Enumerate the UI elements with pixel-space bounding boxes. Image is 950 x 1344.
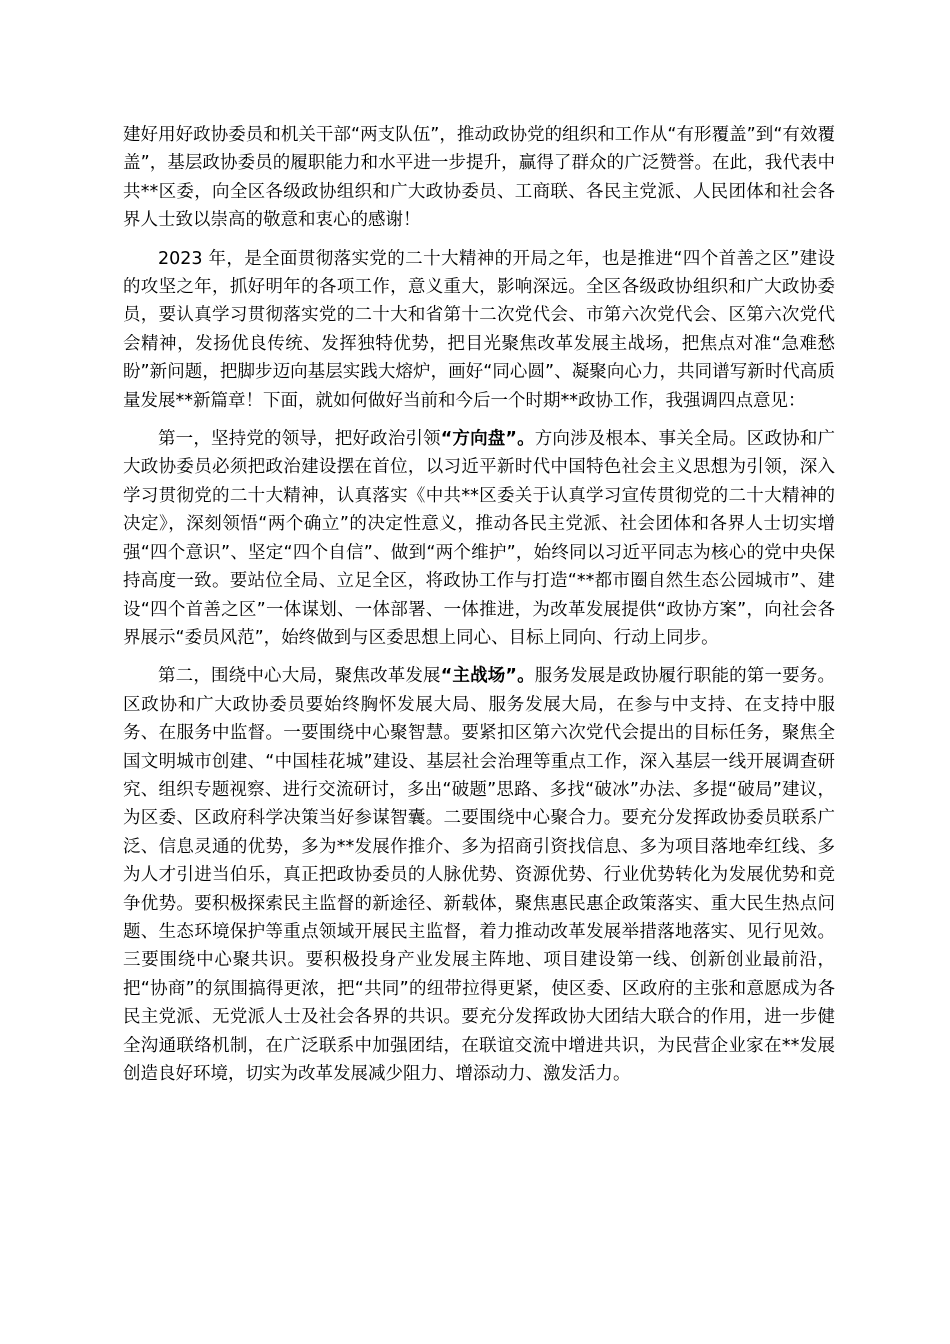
paragraph-1 (123, 121, 835, 235)
document-page (123, 121, 835, 1098)
emphasis-text: “主战场”。 (440, 666, 535, 687)
paragraph-3 (123, 425, 835, 652)
paragraph-4 (123, 662, 835, 1088)
paragraph-2 (123, 245, 835, 415)
paragraph-text: 服务发展是政协履行职能的第一要务。区政协和广大政协委员要始终胸怀发展大局、服务发展大局，在参与中支持、在支持中服务、在服务中监督。一要围绕中心聚智慧。要紧扣区第六次党代会提出的目标任务，聚焦全国文明城市创建、“中国桂花城”建设、基层社会治理等重点工作，深入基层一线开展调查研究、组织专题视察、进行交流研讨，多出“破题”思路、多找“破冰”办法、多提“破局”建议，为区委、区政府科学决策当好参谋智囊。二要围绕中心聚合力。要充分发挥政协委员联系广泛、信息灵通的优势，多为**发展作推介、多为招商引资找信息、多为项目落地牵红线、多为人才引进当伯乐，真正把政协委员的人脉优势、资源优势、行业优势转化为发展优势和竞争优势。要积极探索民主监督的新途径、新载体，聚焦惠民惠企政策落实、重大民生热点问题、生态环境保护等重点领域开展民主监督，着力推动改革发展举措落地落实、见行见效。三要围绕中心聚共识。要积极投身产业发展主阵地、项目建设第一线、创新创业最前沿，把“协商”的氛围搞得更浓，把“共同”的纽带拉得更紧，使区委、区政府的主张和意愿成为各民主党派、无党派人士及社会各界的共识。要充分发挥政协大团结大联合的作用，进一步健全沟通联络机制，在广泛联系中加强团结，在联谊交流中增进共识，为民营企业家在**发展创造良好环境，切实为改革发展减少阻力、增添动力、激发活力。 (123, 666, 835, 1084)
paragraph-text: 方向涉及根本、事关全局。区政协和广大政协委员必须把政治建设摆在首位，以习近平新时代中国特色社会主义思想为引领，深入学习贯彻党的二十大精神，认真落实《中共**区委关于认真学习宣传贯彻党的二十大精神的决定》，深刻领悟“两个确立”的决定性意义，推动各民主党派、社会团体和各界人士切实增强“四个意识”、坚定“四个自信”、做到“两个维护”，始终同以习近平同志为核心的党中央保持高度一致。要站位全局、立足全区，将政协工作与打造“**都市圈自然生态公园城市”、建设“四个首善之区”一体谋划、一体部署、一体推进，为改革发展提供“政协方案”，向社会各界展示“委员风范”，始终做到与区委思想上同心、目标上同向、行动上同步。 (123, 429, 835, 648)
paragraph-text: 建好用好政协委员和机关干部“两支队伍”，推动政协党的组织和工作从“有形覆盖”到“有效覆盖”，基层政协委员的履职能力和水平进一步提升，赢得了群众的广泛赞誉。在此，我代表中共**区委，向全区各级政协组织和广大政协委员、工商联、各民主党派、人民团体和社会各界人士致以崇高的敬意和衷心的感谢！ (123, 125, 835, 231)
paragraph-text: 第一，坚持党的领导，把好政治引领 (158, 429, 441, 450)
paragraph-text: 第二，围绕中心大局，聚焦改革发展 (158, 666, 441, 687)
emphasis-text: “方向盘”。 (440, 429, 535, 450)
paragraph-text: 2023 年，是全面贯彻落实党的二十大精神的开局之年，也是推进“四个首善之区”建设的攻坚之年，抓好明年的各项工作，意义重大，影响深远。全区各级政协组织和广大政协委员，要认真学习贯彻落实党的二十大和省第十二次党代会、市第六次党代会、区第六次党代会精神，发扬优良传统、发挥独特优势，把目光聚焦改革发展主战场，把焦点对准“急难愁盼”新问题，把脚步迈向基层实践大熔炉，画好“同心圆”、凝聚向心力，共同谱写新时代高质量发展**新篇章！下面，就如何做好当前和今后一个时期**政协工作，我强调四点意见： (123, 248, 835, 411)
